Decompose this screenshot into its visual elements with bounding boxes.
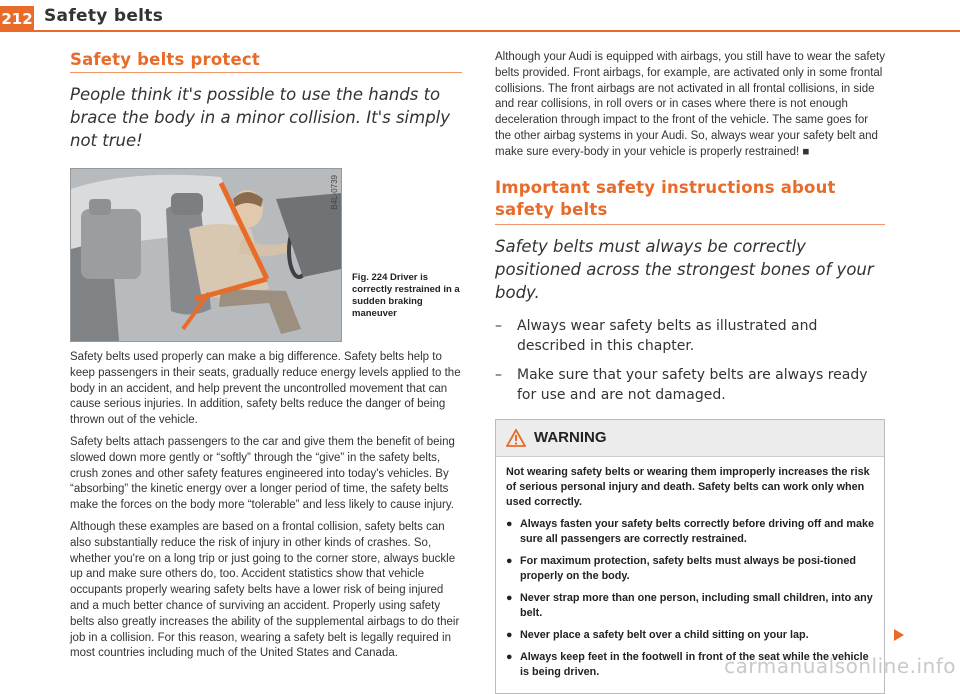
instruction-list [495,316,885,405]
warning-item-text: Always keep feet in the footwell in front of the seat while the vehicle is being driven. [520,650,869,678]
warning-item [506,517,874,547]
list-item-text: Always wear safety belts as illustrated and described in this chapter. [517,317,818,354]
body-paragraph: Safety belts attach passengers to the car and give them the benefit of being slowed down more gently or “softly” through the “give” in the safety belts, crush zones and other safety features engineered into today's vehicles. By “absorbing” the kinetic energy over a longer period of time, the safety belts make the forces on the body more “tolerable” and less likely to cause injury. [70,435,455,512]
warning-item [506,554,874,584]
warning-item-text: Never place a safety belt over a child sitting on your lap. [520,628,809,641]
page-header [0,0,960,34]
list-item-text: Make sure that your safety belts are always ready for use and are not damaged. [517,366,868,403]
lead-text: Safety belts must always be correctly positioned across the strongest bones of your body. [495,236,874,302]
warning-label: WARNING [534,429,607,447]
bullet-dot-icon: ● [506,628,513,641]
list-item [495,316,885,356]
bullet-dot-icon: ● [506,591,513,604]
figure-224 [70,168,462,342]
heading-rule [495,224,885,225]
left-column [70,50,462,668]
body-paragraph: Although these examples are based on a frontal collision, safety belts can also substantially reduce the risk of injury in other kinds of crashes. So, whether you're on a long trip or just going to the corner store, always buckle up and make sure others do, too. Accident statistics show that vehicle occupants properly wearing safety belts have a lower risk of being injured and a much better chance of surviving an accident. Properly using safety belts also greatly increases the ability of the supplemental airbags to do their job in a collision. For this reason, wearing a safety belt is legally required in most countries including much of the United States and Canada. [70,520,460,660]
right-column [495,50,885,694]
warning-item-text: For maximum protection, safety belts must always be posi-tioned properly on the body. [520,554,856,582]
warning-triangle-icon [506,429,526,447]
list-item [495,365,885,405]
driver-illustration [70,168,342,342]
heading-rule [70,72,462,73]
intro-paragraph: Although your Audi is equipped with airbags, you still have to wear the safety belts provided. Front airbags, for example, are activated only in some frontal collisions. The front airbags are not activated in all frontal collisions, in side and rear collisions, in roll overs or in cases where there is not enough deceleration through impact to the front of the vehicle. The same goes for the other airbag systems in your Audi. So, always wear your safety belt and make sure every-body in your vehicle is properly restrained! ■ [495,51,885,158]
dash-marker: – [495,317,502,334]
figure-code: B4L-0739 [330,175,339,210]
warning-item-text: Always fasten your safety belts correctly before driving off and make sure all passengers are correctly restrained. [520,517,875,545]
driver-illustration-svg [71,169,341,341]
lead-text: People think it's possible to use the hands to brace the body in a minor collision. It's simply not true! [70,85,451,150]
bullet-dot-icon: ● [506,650,513,663]
warning-item [506,591,874,621]
figure-caption: Fig. 224 Driver is correctly restrained in a sudden braking maneuver [352,272,460,319]
header-rule [34,30,960,32]
warning-box [495,419,885,694]
watermark: carmanualsonline.info [724,654,956,678]
section-heading-protect: Safety belts protect [70,50,260,69]
chapter-title: Safety belts [44,6,164,26]
bullet-dot-icon: ● [506,517,513,530]
warning-intro: Not wearing safety belts or wearing them improperly increases the risk of serious personal injury and death. Safety belts can work only when used correctly. [506,465,870,508]
page-number-badge: 212 [0,6,34,32]
continue-arrow-icon [893,628,905,642]
section-heading-important: Important safety instructions about safety belts [495,177,836,219]
bullet-dot-icon: ● [506,554,513,567]
dash-marker: – [495,366,502,383]
warning-item-text: Never strap more than one person, including small children, into any belt. [520,591,873,619]
warning-header [496,420,884,457]
warning-item [506,628,874,643]
body-paragraph: Safety belts used properly can make a big difference. Safety belts help to keep passengers in their seats, gradually reduce energy levels applied to the body in an accident, and help prevent the uncontrolled movement that can cause serious injuries. In addition, safety belts reduce the danger of being thrown out of the vehicle. [70,351,461,427]
